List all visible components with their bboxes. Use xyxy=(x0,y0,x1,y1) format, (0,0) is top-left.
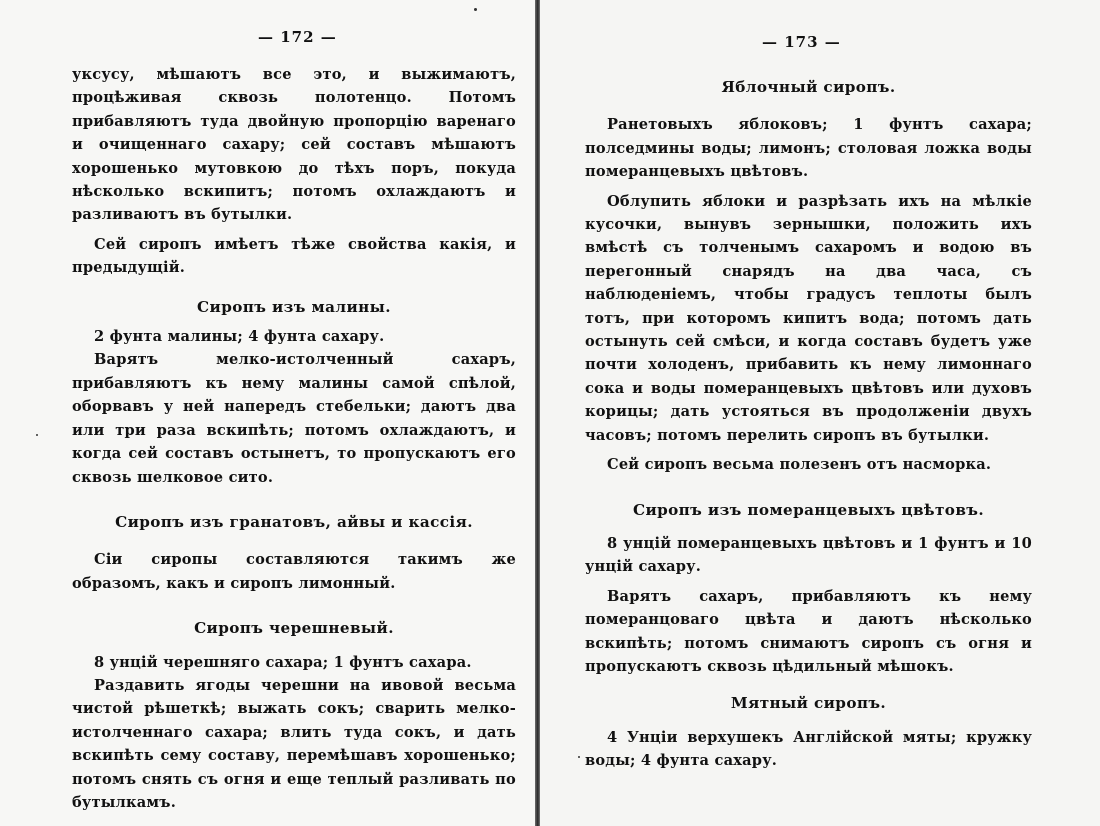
print-speck xyxy=(36,434,38,436)
ingredients: 8 унцій померанцевыхъ цвѣтовъ и 1 фунтъ и 10 унцій сахару. xyxy=(585,534,1032,576)
paragraph: Облупить яблоки и разрѣзать ихъ на мѣлкіе кусочки, вынувъ зернышки, положить ихъ вмѣстѣ съ толченымъ сахаромъ и водою въ перегонный снарядъ на два часа, съ наблюденіемъ, чтобы градусъ теплоты былъ тотъ, при которомъ кипитъ вода; потомъ дать остынуть сей смѣси, и когда составъ будетъ уже почти холоденъ, прибавить къ нему лимоннаго сока и воды померанцевыхъ цвѣтовъ или духовъ корицы; дать устояться въ продолженіи двухъ часовъ; потомъ перелить сиропъ въ бутылки. xyxy=(585,192,1032,444)
recipe-heading: Сиропъ черешневый. xyxy=(194,619,394,638)
paragraph: Сіи сиропы составляются такимъ же образомъ, какъ и сиропъ лимонный. xyxy=(72,551,516,592)
ingredients: 8 унцій черешняго сахара; 1 фунтъ сахара. xyxy=(94,653,472,671)
recipe-heading: Сиропъ изъ малины. xyxy=(197,297,391,316)
ingredients: 2 фунта малины; 4 фунта сахару. xyxy=(94,328,385,346)
ingredients: 4 Унціи верхушекъ Англійской мяты; кружку воды; 4 фунта сахару. xyxy=(585,728,1032,770)
print-speck xyxy=(578,756,580,758)
paragraph: Варятъ сахаръ, прибавляютъ къ нему померанцоваго цвѣта и даютъ нѣсколько вскипѣть; потомъ снимаютъ сиропъ съ огня и пропускаютъ сквозь цѣдильный мѣшокъ. xyxy=(585,587,1032,675)
page-number: — 173 — xyxy=(762,33,841,51)
paragraph: Сей сиропъ имѣетъ тѣже свойства какія, и предыдущій. xyxy=(72,235,516,277)
recipe-heading: Сиропъ изъ гранатовъ, айвы и кассія. xyxy=(115,512,473,531)
left-page xyxy=(0,0,536,826)
right-page xyxy=(540,0,1100,826)
paragraph: Варятъ мелко-истолченный сахаръ, прибавляютъ къ нему малины самой спѣлой, оборвавъ у ней напередъ стебельки; даютъ два или три раза вскипѣть; потомъ охлаждаютъ, и когда сей составъ остынетъ, то пропускаютъ его сквозь шелковое сито. xyxy=(72,351,516,486)
page-text xyxy=(72,63,516,814)
recipe-heading: Сиропъ изъ померанцевыхъ цвѣтовъ. xyxy=(632,500,985,519)
print-speck xyxy=(474,8,477,11)
paragraph: уксусу, мѣшаютъ все это, и выжимаютъ, процѣживая сквозь полотенцо. Потомъ прибавляютъ туда двойную пропорцію варенаго и очищеннаго сахару; сей составъ мѣшаютъ хорошенько мутовкою до тѣхъ поръ, покуда нѣсколько вскипитъ; потомъ охлаждаютъ и разливаютъ въ бутылки. xyxy=(72,66,516,224)
ingredients: Ранетовыхъ яблоковъ; 1 фунтъ сахара; полседмины воды; лимонъ; столовая ложка воды померанцевыхъ цвѣтовъ. xyxy=(585,116,1032,181)
page-number: — 172 — xyxy=(258,28,337,46)
paragraph: Сей сиропъ весьма полезенъ отъ насморка. xyxy=(607,456,992,474)
paragraph: Раздавить ягоды черешни на ивовой весьма чистой рѣшеткѣ; выжать сокъ; сварить мелко-истолченнаго сахара; влить туда сокъ, и дать вскипѣть сему составу, перемѣшавъ хорошенько; потомъ снять съ огня и еще теплый разливать по бутылкамъ. xyxy=(72,676,516,811)
recipe-heading: Яблочный сиропъ. xyxy=(721,78,896,96)
recipe-heading: Мятный сиропъ. xyxy=(730,694,887,713)
page-text xyxy=(585,76,1032,773)
